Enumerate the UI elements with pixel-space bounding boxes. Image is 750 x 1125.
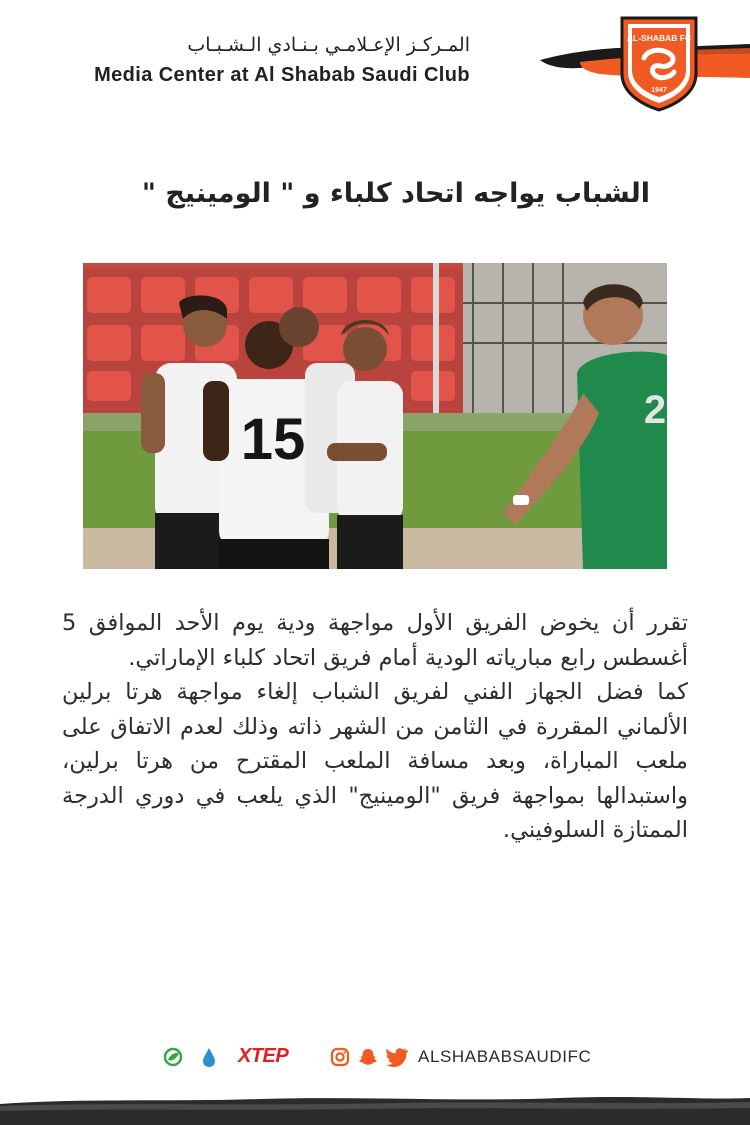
social-handle[interactable]: ALSHABABSAUDIFC xyxy=(418,1047,592,1066)
page-footer xyxy=(0,1030,750,1090)
opponent-jersey-number: 2 xyxy=(643,388,667,432)
snapchat-icon[interactable] xyxy=(358,1046,378,1068)
twitter-icon[interactable] xyxy=(386,1046,408,1068)
club-name-english: Media Center at Al Shabab Saudi Club xyxy=(94,64,470,86)
bottom-brush-stroke xyxy=(0,1090,750,1125)
article-title: الشباب يواجه اتحاد كلباء و " الومينيج " xyxy=(141,178,650,209)
article-paragraph: كما فضل الجهاز الفني لفريق الشباب إلغاء مواجهة هرتا برلين الألماني المقررة في الثامن من الشهر ذاته وذلك لعدم الاتفاق على ملعب المباراة، وبعد مسافة الملعب المقترح من هرتا برلين، واستبدالها بمواجهة فريق "الومينيج" الذي يلعب في دوري الدرجة الممتازة السلوفيني. xyxy=(62,679,688,843)
club-name-arabic: المـركـز الإعـلامـي بـنـادي الـشـبـاب xyxy=(187,34,470,56)
article-body xyxy=(62,606,688,848)
logo-year: 1947 xyxy=(651,87,667,94)
sponsor-leaf-icon xyxy=(162,1046,184,1068)
article-paragraph: تقرر أن يخوض الفريق الأول مواجهة ودية يوم الأحد الموافق 5 أغسطس رابع مبارياته الودية أمام فريق اتحاد كلباء الإماراتي. xyxy=(62,610,688,671)
instagram-icon[interactable] xyxy=(330,1046,350,1068)
page-header xyxy=(0,0,750,130)
water-drop-icon xyxy=(202,1046,216,1068)
article-photo xyxy=(83,263,667,569)
xtep-logo: XTEP xyxy=(238,1045,289,1067)
club-logo xyxy=(616,14,702,112)
jersey-number: 15 xyxy=(240,407,306,472)
logo-text: AL-SHABAB FC xyxy=(626,33,692,43)
